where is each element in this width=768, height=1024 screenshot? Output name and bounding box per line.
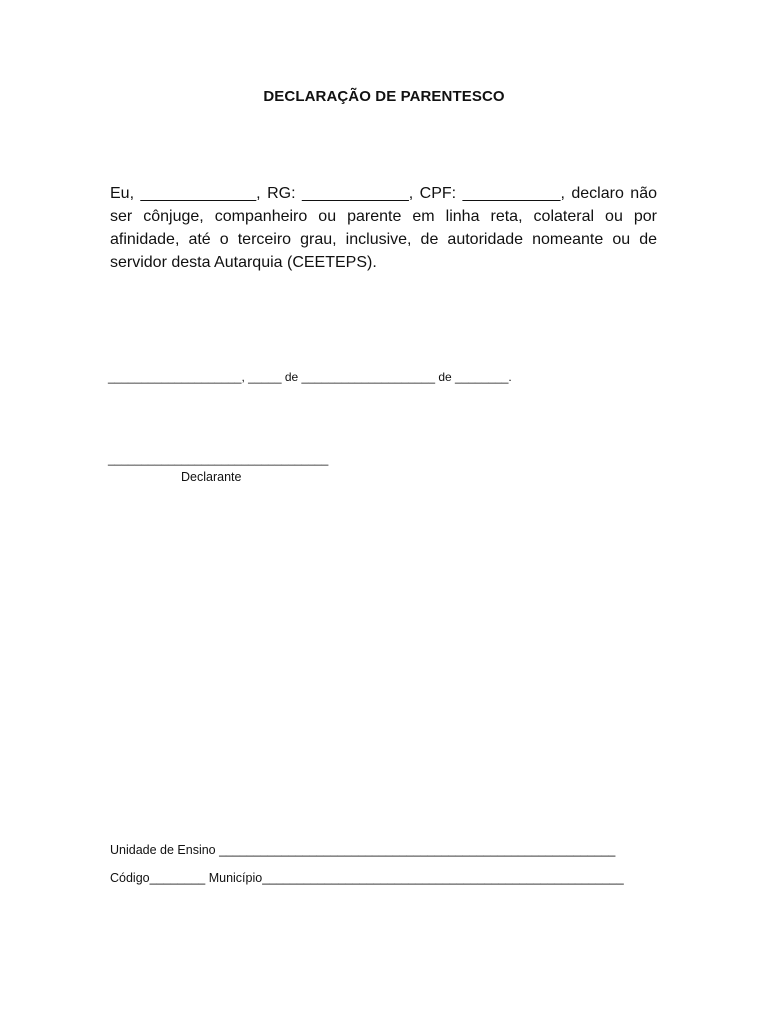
declaration-paragraph: Eu, _____________, RG: ____________, CPF: ___________, declaro não ser cônjuge, companheiro ou parente em linha reta, colateral ou por afinidade, até o terceiro grau, inclusive, de autoridade nomeante ou de servidor desta Autarquia (CEETEPS). [110,185,657,271]
signature-label: Declarante [181,470,242,484]
code-municipality-line: Código________ Município____________________________________________________ [110,871,624,885]
place-date-line: ____________________, _____ de ____________________ de ________. [108,370,512,384]
document-title: DECLARAÇÃO DE PARENTESCO [263,88,505,105]
signature-line: _________________________________ [108,452,329,466]
teaching-unit-line: Unidade de Ensino _________________________________________________________ [110,843,616,857]
